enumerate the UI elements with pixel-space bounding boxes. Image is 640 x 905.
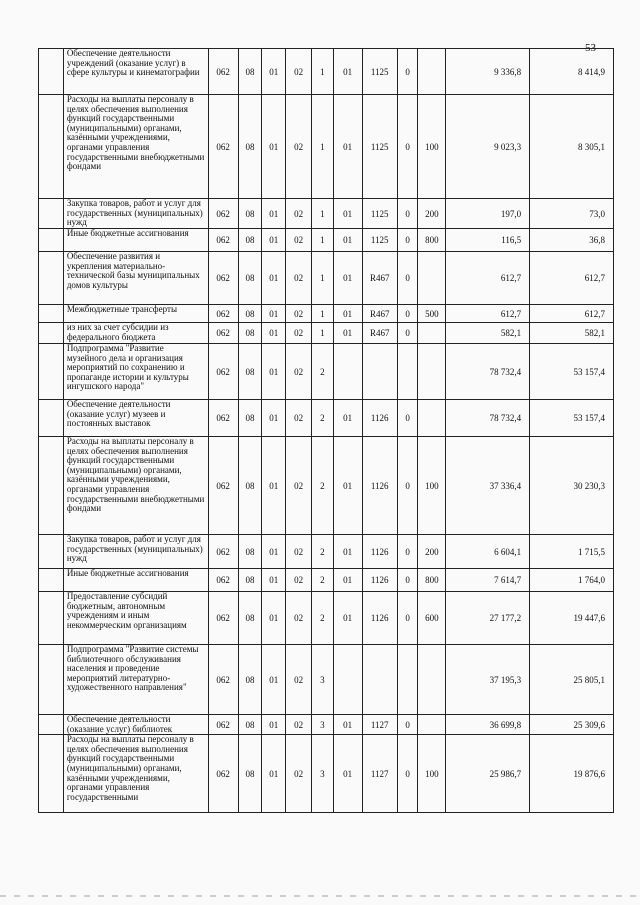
code-ministry: 062 <box>208 437 238 535</box>
code-subprogram: 3 <box>311 645 333 715</box>
code-subprogram: 3 <box>311 715 333 735</box>
code-section: 08 <box>238 252 262 305</box>
code-expense-type: 500 <box>418 305 446 323</box>
code-suffix: 0 <box>397 400 418 437</box>
value-planned: 37 195,3 <box>446 645 530 715</box>
table-row <box>39 49 614 95</box>
code-program: 02 <box>286 437 312 535</box>
row-name: Обеспечение деятельности (оказание услуг) библиотек <box>63 715 208 735</box>
code-program: 02 <box>286 569 312 592</box>
row-margin-cell <box>39 715 64 735</box>
row-name: Расходы на выплаты персоналу в целях обеспечения выполнения функций государственными (муниципальными) органами, казёнными учреждениями, органами управления государственными внебюджетными фондами <box>63 95 208 199</box>
code-expense-type: 800 <box>418 569 446 592</box>
code-program: 02 <box>286 400 312 437</box>
row-name: Подпрограмма "Развитие системы библиотечного обслуживания населения и проведение мероприятий литературно-художественного направления" <box>63 645 208 715</box>
code-program: 02 <box>286 229 312 252</box>
code-direction: R467 <box>362 252 397 305</box>
code-program: 02 <box>286 49 312 95</box>
code-event: 01 <box>333 199 362 229</box>
value-planned: 7 614,7 <box>446 569 530 592</box>
code-section: 08 <box>238 49 262 95</box>
code-section: 08 <box>238 592 262 645</box>
code-subprogram: 1 <box>311 229 333 252</box>
code-suffix: 0 <box>397 49 418 95</box>
code-section: 08 <box>238 535 262 569</box>
value-actual: 30 230,3 <box>530 437 614 535</box>
row-name: из них за счет субсидии из федерального бюджета <box>63 323 208 344</box>
code-subsection: 01 <box>262 199 286 229</box>
code-section: 08 <box>238 715 262 735</box>
code-expense-type: 100 <box>418 437 446 535</box>
code-expense-type <box>418 49 446 95</box>
value-planned: 9 336,8 <box>446 49 530 95</box>
code-event: 01 <box>333 229 362 252</box>
row-name: Иные бюджетные ассигнования <box>63 229 208 252</box>
row-margin-cell <box>39 305 64 323</box>
code-direction <box>362 344 397 400</box>
code-section: 08 <box>238 305 262 323</box>
code-program: 02 <box>286 95 312 199</box>
code-section: 08 <box>238 229 262 252</box>
code-event: 01 <box>333 535 362 569</box>
code-program: 02 <box>286 535 312 569</box>
value-planned: 25 986,7 <box>446 735 530 813</box>
table-row <box>39 199 614 229</box>
code-suffix <box>397 344 418 400</box>
code-section: 08 <box>238 569 262 592</box>
table-row <box>39 323 614 344</box>
code-subsection: 01 <box>262 715 286 735</box>
code-event <box>333 645 362 715</box>
code-subprogram: 1 <box>311 252 333 305</box>
table-row <box>39 645 614 715</box>
code-event: 01 <box>333 400 362 437</box>
value-actual: 582,1 <box>530 323 614 344</box>
code-program: 02 <box>286 252 312 305</box>
row-name: Обеспечение деятельности учреждений (оказание услуг) в сфере культуры и кинематографии <box>63 49 208 95</box>
code-subsection: 01 <box>262 305 286 323</box>
code-section: 08 <box>238 344 262 400</box>
code-program: 02 <box>286 735 312 813</box>
code-direction: 1125 <box>362 49 397 95</box>
table-row <box>39 437 614 535</box>
code-suffix: 0 <box>397 715 418 735</box>
code-program: 02 <box>286 199 312 229</box>
value-actual: 8 305,1 <box>530 95 614 199</box>
code-subprogram: 2 <box>311 592 333 645</box>
code-suffix: 0 <box>397 735 418 813</box>
row-margin-cell <box>39 569 64 592</box>
code-subprogram: 1 <box>311 323 333 344</box>
code-direction: 1125 <box>362 199 397 229</box>
code-direction: 1126 <box>362 592 397 645</box>
code-direction: 1126 <box>362 437 397 535</box>
row-name: Расходы на выплаты персоналу в целях обеспечения выполнения функций государственными (муниципальными) органами, казёнными учреждениями, органами управления государственными внебюджетными фондами <box>63 437 208 535</box>
code-event: 01 <box>333 715 362 735</box>
code-suffix: 0 <box>397 229 418 252</box>
code-subprogram: 1 <box>311 305 333 323</box>
code-direction: 1127 <box>362 715 397 735</box>
value-actual: 1 715,5 <box>530 535 614 569</box>
code-program: 02 <box>286 645 312 715</box>
table-row <box>39 715 614 735</box>
code-subsection: 01 <box>262 229 286 252</box>
code-subsection: 01 <box>262 592 286 645</box>
code-section: 08 <box>238 323 262 344</box>
scan-artifact <box>0 895 640 897</box>
code-expense-type <box>418 715 446 735</box>
code-event: 01 <box>333 592 362 645</box>
row-name: Расходы на выплаты персоналу в целях обеспечения выполнения функций государственными (муниципальными) органами, казёнными учреждениями, органами управления государственными <box>63 735 208 813</box>
code-ministry: 062 <box>208 569 238 592</box>
code-expense-type <box>418 323 446 344</box>
value-actual: 19 876,6 <box>530 735 614 813</box>
code-direction: 1127 <box>362 735 397 813</box>
code-program: 02 <box>286 305 312 323</box>
code-expense-type: 200 <box>418 199 446 229</box>
value-actual: 36,8 <box>530 229 614 252</box>
value-planned: 612,7 <box>446 252 530 305</box>
code-suffix: 0 <box>397 323 418 344</box>
row-margin-cell <box>39 95 64 199</box>
code-expense-type: 100 <box>418 735 446 813</box>
value-actual: 53 157,4 <box>530 344 614 400</box>
value-planned: 36 699,8 <box>446 715 530 735</box>
row-margin-cell <box>39 49 64 95</box>
value-actual: 8 414,9 <box>530 49 614 95</box>
code-subprogram: 2 <box>311 437 333 535</box>
code-section: 08 <box>238 95 262 199</box>
code-event: 01 <box>333 252 362 305</box>
code-ministry: 062 <box>208 49 238 95</box>
code-direction: 1126 <box>362 535 397 569</box>
code-direction: 1125 <box>362 229 397 252</box>
code-program: 02 <box>286 715 312 735</box>
code-subprogram: 1 <box>311 49 333 95</box>
code-program: 02 <box>286 344 312 400</box>
row-name: Иные бюджетные ассигнования <box>63 569 208 592</box>
code-ministry: 062 <box>208 592 238 645</box>
value-actual: 53 157,4 <box>530 400 614 437</box>
code-direction: 1125 <box>362 95 397 199</box>
code-suffix: 0 <box>397 199 418 229</box>
row-name: Закупка товаров, работ и услуг для государственных (муниципальных) нужд <box>63 199 208 229</box>
row-name: Предоставление субсидий бюджетным, автономным учреждениям и иным некоммерческим организациям <box>63 592 208 645</box>
code-subsection: 01 <box>262 569 286 592</box>
table-row <box>39 95 614 199</box>
code-suffix: 0 <box>397 592 418 645</box>
code-section: 08 <box>238 400 262 437</box>
code-suffix: 0 <box>397 305 418 323</box>
code-suffix: 0 <box>397 569 418 592</box>
row-name: Подпрограмма "Развитие музейного дела и организация мероприятий по сохранению и пропаганде истории и культуры ингушского народа" <box>63 344 208 400</box>
code-expense-type: 600 <box>418 592 446 645</box>
row-margin-cell <box>39 735 64 813</box>
code-ministry: 062 <box>208 400 238 437</box>
value-actual: 25 805,1 <box>530 645 614 715</box>
row-margin-cell <box>39 437 64 535</box>
code-subsection: 01 <box>262 735 286 813</box>
code-subprogram: 3 <box>311 735 333 813</box>
value-actual: 73,0 <box>530 199 614 229</box>
code-suffix: 0 <box>397 95 418 199</box>
code-ministry: 062 <box>208 735 238 813</box>
table-body <box>39 49 614 813</box>
code-subsection: 01 <box>262 49 286 95</box>
row-margin-cell <box>39 252 64 305</box>
code-direction <box>362 645 397 715</box>
table-row <box>39 305 614 323</box>
value-planned: 612,7 <box>446 305 530 323</box>
table-row <box>39 569 614 592</box>
code-ministry: 062 <box>208 344 238 400</box>
table-row <box>39 535 614 569</box>
code-expense-type <box>418 645 446 715</box>
row-name: Закупка товаров, работ и услуг для государственных (муниципальных) нужд <box>63 535 208 569</box>
code-subsection: 01 <box>262 344 286 400</box>
code-expense-type <box>418 252 446 305</box>
code-subsection: 01 <box>262 535 286 569</box>
table-row <box>39 344 614 400</box>
table-row <box>39 252 614 305</box>
code-direction: R467 <box>362 305 397 323</box>
row-name: Обеспечение деятельности (оказание услуг) музеев и постоянных выставок <box>63 400 208 437</box>
code-event: 01 <box>333 569 362 592</box>
code-ministry: 062 <box>208 535 238 569</box>
value-actual: 25 309,6 <box>530 715 614 735</box>
code-ministry: 062 <box>208 715 238 735</box>
code-suffix <box>397 645 418 715</box>
code-expense-type <box>418 400 446 437</box>
code-direction: R467 <box>362 323 397 344</box>
value-actual: 612,7 <box>530 305 614 323</box>
code-suffix: 0 <box>397 437 418 535</box>
code-subprogram: 2 <box>311 400 333 437</box>
row-margin-cell <box>39 400 64 437</box>
code-event: 01 <box>333 305 362 323</box>
code-subprogram: 2 <box>311 535 333 569</box>
code-direction: 1126 <box>362 569 397 592</box>
row-margin-cell <box>39 323 64 344</box>
code-event: 01 <box>333 437 362 535</box>
value-planned: 116,5 <box>446 229 530 252</box>
value-planned: 582,1 <box>446 323 530 344</box>
code-suffix: 0 <box>397 535 418 569</box>
code-subprogram: 1 <box>311 95 333 199</box>
row-margin-cell <box>39 344 64 400</box>
table-row <box>39 400 614 437</box>
value-actual: 19 447,6 <box>530 592 614 645</box>
code-ministry: 062 <box>208 229 238 252</box>
table-row <box>39 735 614 813</box>
code-subprogram: 2 <box>311 344 333 400</box>
code-event: 01 <box>333 49 362 95</box>
table-row <box>39 229 614 252</box>
code-section: 08 <box>238 645 262 715</box>
code-subsection: 01 <box>262 645 286 715</box>
code-section: 08 <box>238 199 262 229</box>
code-event: 01 <box>333 95 362 199</box>
row-name: Межбюджетные трансферты <box>63 305 208 323</box>
code-event <box>333 344 362 400</box>
code-program: 02 <box>286 592 312 645</box>
code-subsection: 01 <box>262 95 286 199</box>
code-ministry: 062 <box>208 305 238 323</box>
code-ministry: 062 <box>208 95 238 199</box>
code-subsection: 01 <box>262 400 286 437</box>
value-planned: 37 336,4 <box>446 437 530 535</box>
code-subprogram: 2 <box>311 569 333 592</box>
code-subsection: 01 <box>262 252 286 305</box>
row-margin-cell <box>39 199 64 229</box>
value-planned: 9 023,3 <box>446 95 530 199</box>
code-ministry: 062 <box>208 199 238 229</box>
code-ministry: 062 <box>208 323 238 344</box>
code-section: 08 <box>238 735 262 813</box>
code-event: 01 <box>333 735 362 813</box>
value-planned: 197,0 <box>446 199 530 229</box>
code-event: 01 <box>333 323 362 344</box>
code-ministry: 062 <box>208 645 238 715</box>
code-expense-type: 100 <box>418 95 446 199</box>
code-subsection: 01 <box>262 323 286 344</box>
value-actual: 1 764,0 <box>530 569 614 592</box>
row-margin-cell <box>39 645 64 715</box>
code-ministry: 062 <box>208 252 238 305</box>
value-planned: 27 177,2 <box>446 592 530 645</box>
code-subprogram: 1 <box>311 199 333 229</box>
code-subsection: 01 <box>262 437 286 535</box>
code-direction: 1126 <box>362 400 397 437</box>
row-name: Обеспечение развития и укрепления материально-технической базы муниципальных домов культуры <box>63 252 208 305</box>
code-program: 02 <box>286 323 312 344</box>
row-margin-cell <box>39 535 64 569</box>
table-row <box>39 592 614 645</box>
value-planned: 6 604,1 <box>446 535 530 569</box>
code-expense-type <box>418 344 446 400</box>
value-planned: 78 732,4 <box>446 400 530 437</box>
code-expense-type: 200 <box>418 535 446 569</box>
row-margin-cell <box>39 229 64 252</box>
code-expense-type: 800 <box>418 229 446 252</box>
code-section: 08 <box>238 437 262 535</box>
page-number: 53 <box>585 42 596 54</box>
budget-table <box>38 48 614 813</box>
value-planned: 78 732,4 <box>446 344 530 400</box>
row-margin-cell <box>39 592 64 645</box>
value-actual: 612,7 <box>530 252 614 305</box>
code-suffix: 0 <box>397 252 418 305</box>
